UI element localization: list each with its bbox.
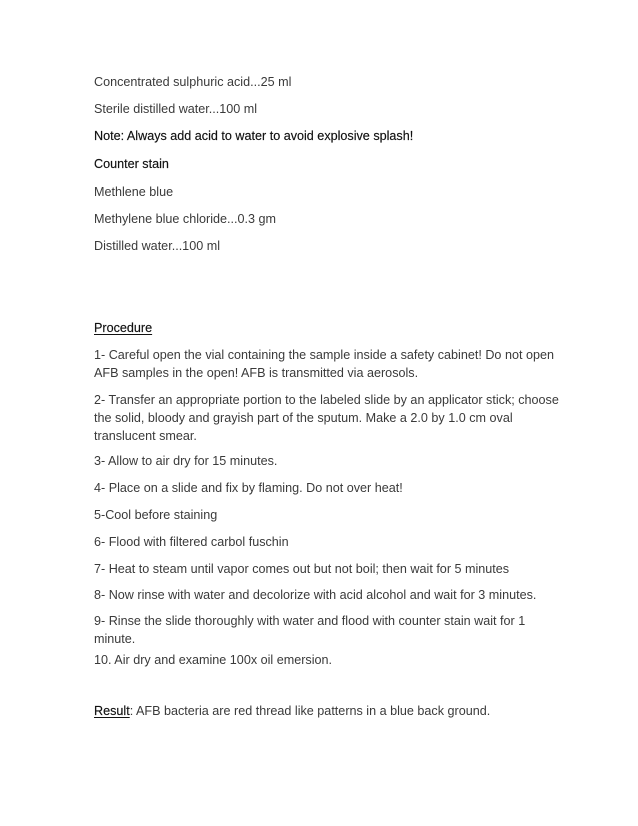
procedure-step: 6- Flood with filtered carbol fuschin [94,535,289,549]
procedure-step: 7- Heat to steam until vapor comes out but not boil; then wait for 5 minutes [94,562,510,576]
procedure-step: 5-Cool before staining [94,508,218,522]
water-line: Sterile distilled water...100 ml [94,102,258,116]
counter-stain-component: Methylene blue chloride...0.3 gm [94,212,277,226]
acid-line: Concentrated sulphuric acid...25 ml [94,75,292,89]
procedure-step: 2- Transfer an appropriate portion to the labeled slide by an applicator stick; choose the solid, bloody and grayish part of the sputum. Make a 2.0 by 1.0 cm oval translucent smear. [94,393,559,443]
procedure-step: 8- Now rinse with water and decolorize with acid alcohol and wait for 3 minutes. [94,588,537,602]
procedure-step: 3- Allow to air dry for 15 minutes. [94,454,278,468]
result-text: : AFB bacteria are red thread like patterns in a blue back ground. [129,704,491,718]
result-paragraph [94,702,564,720]
result-label: Result [94,704,130,718]
counter-stain-water: Distilled water...100 ml [94,239,220,253]
procedure-step: 9- Rinse the slide thoroughly with water and flood with counter stain wait for 1 minute. [94,614,526,646]
procedure-step: 4- Place on a slide and fix by flaming. Do not over heat! [94,481,403,495]
safety-note: Note: Always add acid to water to avoid explosive splash! [94,129,414,143]
procedure-step: 10. Air dry and examine 100x oil emersion. [94,653,333,667]
counter-stain-heading: Counter stain [94,157,169,171]
procedure-step: 1- Careful open the vial containing the sample inside a safety cabinet! Do not open AFB samples in the open! AFB is transmitted via aerosols. [94,348,554,380]
counter-stain-name: Methlene blue [94,185,174,199]
procedure-heading: Procedure [94,321,153,335]
